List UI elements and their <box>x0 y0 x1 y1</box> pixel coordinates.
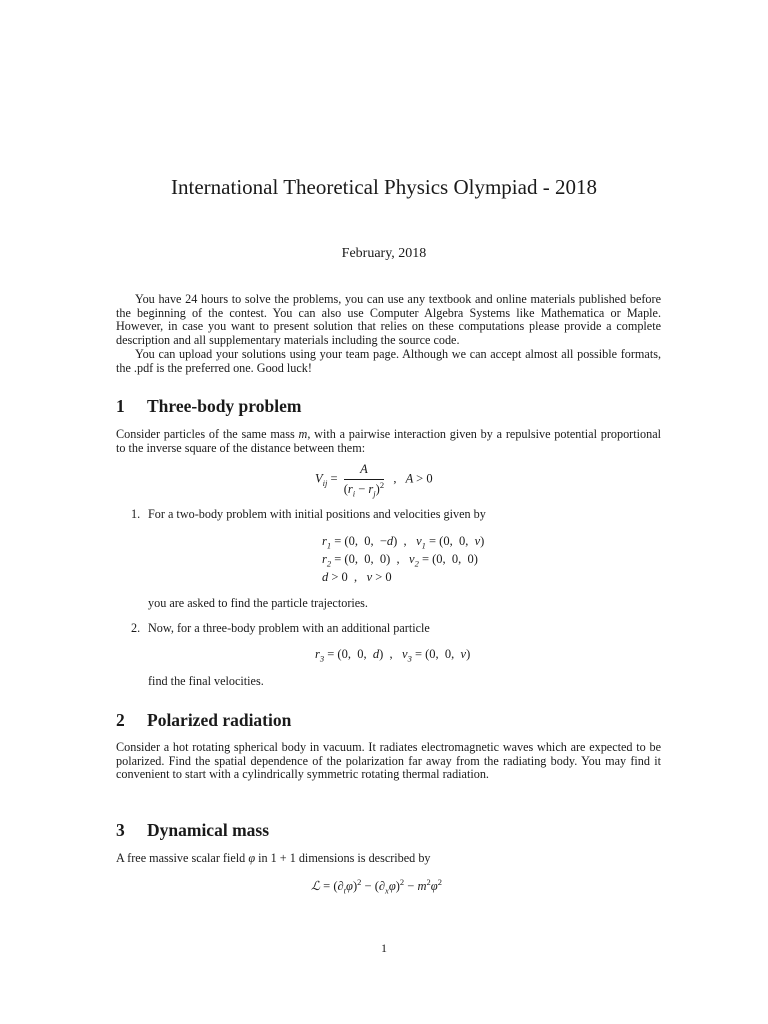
section-1-number: 1 <box>116 396 125 416</box>
problem-1-item <box>131 508 486 522</box>
problem-1-marker: 1. <box>131 507 141 521</box>
equation-lagrangian: ℒ = $(\partial_t\varphi)^2 - (\partial_x\varphi)^2 - m^2\varphi^2$ <box>311 876 442 896</box>
document-title: International Theoretical Physics Olympiad - 2018 <box>171 175 597 199</box>
section-3-text: A free massive scalar field φ in 1 + 1 dimensions is described by <box>116 851 431 865</box>
equation-potential: $V_{ij}$ = $\frac{A}{(r_i - r_j)^2}$ , A > 0 <box>315 462 433 499</box>
section-3-title: Dynamical mass <box>147 820 270 840</box>
section-1-heading <box>116 396 301 417</box>
problem-1-text: For a two-body problem with initial positions and velocities given by <box>148 507 486 521</box>
equation-third-particle: $r_3 = (0$, 0, d) , $v_3 = (0$, 0, v) <box>315 647 471 664</box>
problem-2-text: Now, for a three-body problem with an additional particle <box>148 621 430 635</box>
problem-2-after: find the final velocities. <box>148 674 264 688</box>
section-2-text: Consider a hot rotating spherical body in vacuum. It radiates electromagnetic waves which are expected to be polarized. Find the spatial dependence of the polarization far away from the radiating body. You may find it convenient to start with a cylindrically symmetric rotating thermal radiation. <box>116 740 661 782</box>
section-2-title: Polarized radiation <box>147 710 292 730</box>
section-1-title: Three-body problem <box>147 396 302 416</box>
intro-paragraph-2: You can upload your solutions using your team page. Although we can accept almost all possible formats, the .pdf is the preferred one. Good luck! <box>116 347 661 375</box>
page-number: 1 <box>381 941 387 955</box>
document-date: February, 2018 <box>341 246 427 261</box>
section-2-number: 2 <box>116 710 125 730</box>
problem-2-marker: 2. <box>131 621 141 635</box>
equation-initial-conditions: $r_1 = (0$, 0, −d) , $v_1 = (0$, 0, v) $r_2 = (0$, 0, 0) , $v_2 = (0$, 0, 0) d > 0 , v > 0 <box>322 534 485 584</box>
section-3-number: 3 <box>116 820 125 840</box>
intro-paragraph-1: You have 24 hours to solve the problems, you can use any textbook and online materials published before the beginning of the contest. You can also use Computer Algebra Systems like Mathematica or Maple. However, in case you want to present solution that relies on these computations please provide a complete description and all supplementary materials including the source code. <box>116 292 661 347</box>
section-3-heading <box>116 820 269 841</box>
section-1-intro: Consider particles of the same mass m, with a pairwise interaction given by a repulsive potential proportional to the inverse square of the distance between them: <box>116 427 661 455</box>
section-2-heading <box>116 710 291 731</box>
problem-2-item <box>131 622 430 636</box>
problem-1-after: you are asked to find the particle trajectories. <box>148 596 368 610</box>
